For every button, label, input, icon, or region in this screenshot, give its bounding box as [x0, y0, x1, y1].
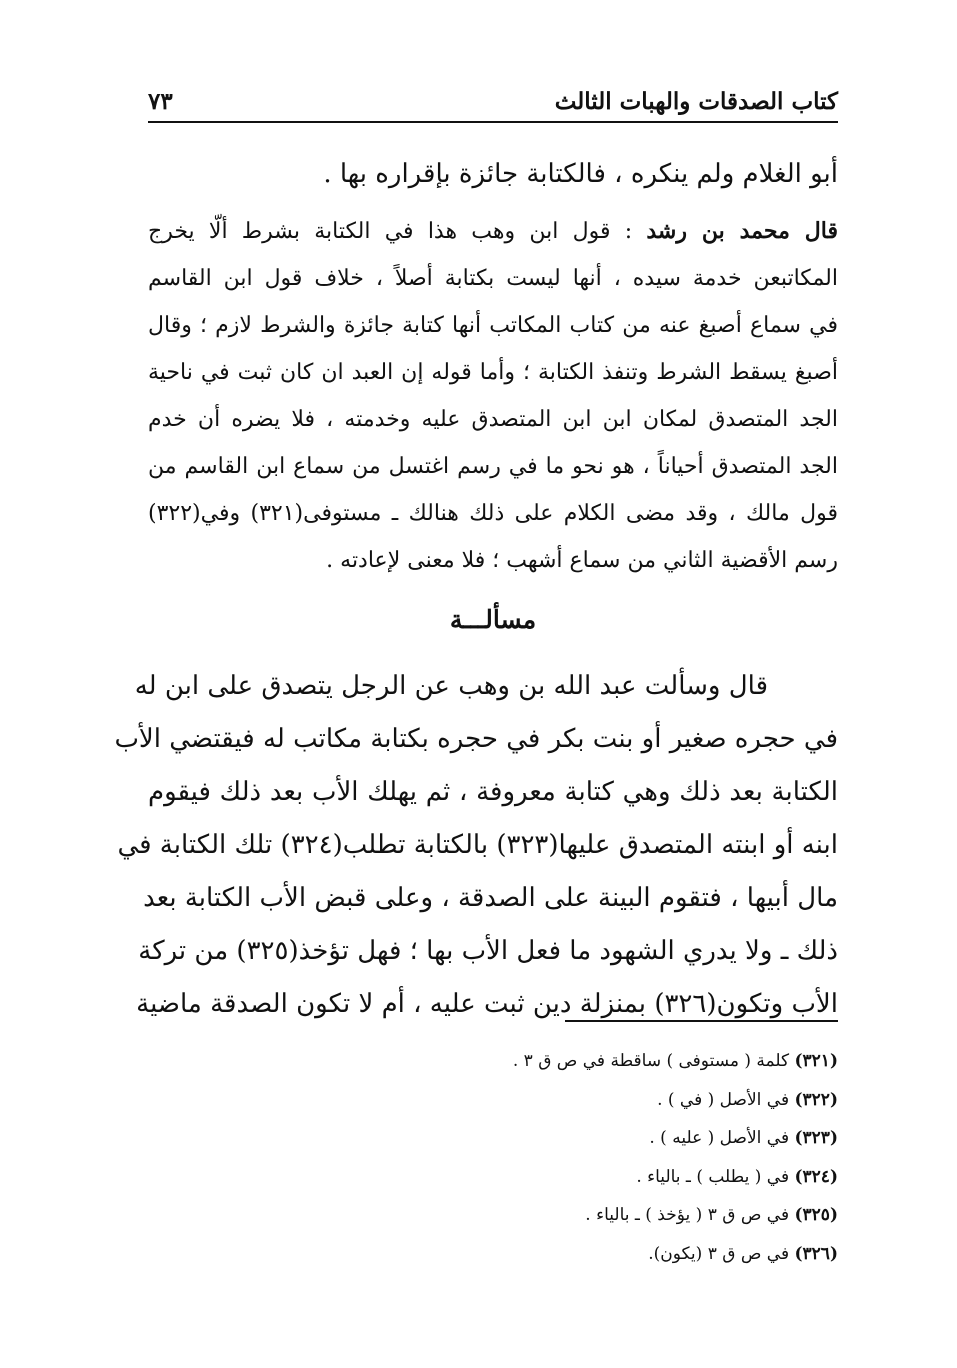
question-line: ابنه أو ابنته المتصدق عليها(٣٢٣) بالكتابة تطلب(٣٢٤) تلك الكتابة في	[117, 830, 838, 860]
footnote-text: في الأصل ( عليه ) .	[649, 1128, 795, 1148]
commentary-line	[148, 208, 838, 255]
commentary-line-text: : قول ابن وهب هذا في الكتابة بشرط ألّا يخرج	[148, 219, 647, 244]
footnote-number: (٣٢٤)	[794, 1166, 838, 1187]
book-title: كتاب الصدقات والهبات الثالث	[554, 88, 838, 115]
footnote-text: في ص ق ٣ (يكون).	[648, 1243, 795, 1264]
footnote-number: (٣٢٣)	[794, 1128, 838, 1148]
commentary-lead: قال محمد بن رشد	[646, 218, 838, 244]
footnote	[148, 1158, 838, 1197]
commentary-line: أصبغ يسقط الشرط وتنفذ الكتابة ؛ وأما قوله إن العبد ان كان ثبت في ناحية	[148, 360, 838, 385]
footnote-text: في ( يطلب ) ـ بالياء .	[636, 1166, 795, 1187]
commentary-line: قول مالك ، وقد مضى الكلام على ذلك هنالك ـ مستوفى(٣٢١) وفي(٣٢٢)	[148, 501, 838, 526]
commentary-line: الجد المتصدق لمكان ابن ابن المتصدق عليه وخدمته ، فلا يضره أن خدم	[148, 407, 838, 432]
footnote-number: (٣٢٥)	[794, 1205, 838, 1225]
footnote	[148, 1042, 838, 1081]
intro-paragraph	[148, 148, 838, 201]
question-line: قال وسألت عبد الله بن وهب عن الرجل يتصدق على ابن له	[134, 671, 768, 701]
section-heading: مسألـــة	[449, 605, 537, 634]
commentary-line: المكاتبعن خدمة سيده ، أنها ليست بكتابة أصلاً ، خلاف قول ابن القاسم	[148, 266, 838, 291]
footnote-text: كلمة ( مستوفى ) ساقطة في ص ق ٣ .	[512, 1051, 795, 1071]
footnote-text: في الأصل ( في ) .	[657, 1089, 795, 1110]
footnote	[148, 1235, 838, 1274]
footnote-number: (٣٢١)	[794, 1051, 838, 1071]
footnote-number: (٣٢٢)	[794, 1089, 838, 1110]
question-line: ذلك ـ ولا يدري الشهود ما فعل الأب بها ؛ فهل تؤخذ(٣٢٥) من تركة	[138, 936, 838, 966]
question-line: مال أبيها ، فتقوم البينة على الصدقة ، وعلى قبض الأب الكتابة بعد	[143, 883, 838, 913]
footnote-divider	[565, 1020, 838, 1022]
footnote	[148, 1196, 838, 1235]
commentary-line: رسم الأقضية الثاني من سماع أشهب ؛ فلا معنى لإعادته .	[326, 548, 838, 573]
header-divider	[148, 121, 838, 123]
footnote-text: في ص ق ٣ ( يؤخذ ) ـ بالياء .	[585, 1205, 795, 1225]
commentary-paragraph	[148, 208, 838, 584]
question-paragraph	[114, 660, 838, 1031]
question-line: الكتابة بعد ذلك وهي كتابة معروفة ، ثم يهلك الأب بعد ذلك فيقوم	[148, 777, 838, 807]
question-line: في حجره صغير أو بنت بكر في حجره بكتابة مكاتب له فيقتضي الأب	[114, 724, 838, 754]
running-header	[148, 84, 838, 122]
question-line: الأب وتكون(٣٢٦) بمنزلة دين ثبت عليه ، أم لا تكون الصدقة ماضية	[136, 989, 838, 1019]
commentary-line: في سماع أصبغ عنه من كتاب المكاتب أنها كتابة جائزة والشرط لازم ؛ وقال	[148, 313, 838, 338]
intro-line: أبو الغلام ولم ينكره ، فالكتابة جائزة بإقراره بها .	[323, 159, 838, 189]
footnote	[148, 1081, 838, 1120]
commentary-line: الجد المتصدق أحياناً ، هو نحو ما في رسم اغتسل من سماع ابن القاسم من	[148, 454, 838, 479]
page-number: ٧٣	[148, 88, 173, 115]
footnotes	[148, 1042, 838, 1273]
footnote	[148, 1119, 838, 1158]
footnote-number: (٣٢٦)	[794, 1243, 838, 1264]
